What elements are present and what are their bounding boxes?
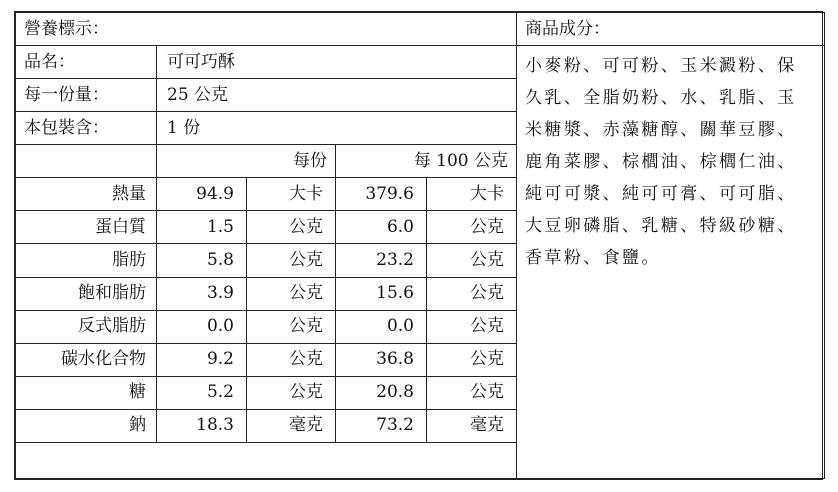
per-serving-value: 9.2 (157, 343, 247, 376)
per-serving-unit: 大卡 (247, 178, 336, 211)
per-serving-unit: 公克 (247, 277, 336, 310)
ingredients-cell (517, 46, 825, 479)
per-serving-unit: 公克 (247, 310, 336, 343)
nutrient-name: 反式脂肪 (16, 310, 157, 343)
per-serving-value: 5.8 (157, 244, 247, 277)
nutrient-name: 糖 (16, 376, 157, 409)
product-name-value: 可可巧酥 (157, 46, 517, 79)
nutrition-label-panel (14, 11, 823, 480)
product-name-label: 品名： (16, 46, 157, 79)
nutrient-name: 熱量 (16, 178, 157, 211)
per-100g-unit: 大卡 (427, 178, 517, 211)
footer-blank-row (16, 442, 517, 478)
servings-per-package-label: 本包裝含： (16, 112, 157, 145)
per-serving-value: 0.0 (157, 310, 247, 343)
ingredients-title: 商品成分： (517, 13, 825, 46)
per-serving-unit: 公克 (247, 376, 336, 409)
nutrition-title: 營養標示： (16, 13, 517, 46)
column-header-blank (16, 145, 157, 178)
serving-size-value: 25 公克 (157, 79, 517, 112)
per-100g-value: 15.6 (336, 277, 427, 310)
per-100g-unit: 公克 (427, 244, 517, 277)
per-100g-value: 73.2 (336, 409, 427, 442)
per-100g-unit: 公克 (427, 343, 517, 376)
per-100g-unit: 毫克 (427, 409, 517, 442)
nutrient-name: 蛋白質 (16, 211, 157, 244)
ingredients-text: 小麥粉、可可粉、玉米澱粉、保久乳、全脂奶粉、水、乳脂、玉米糖漿、赤藻糖醇、關華豆膠、鹿角菜膠、棕櫚油、棕櫚仁油、純可可漿、純可可膏、可可脂、大豆卵磷脂、乳糖、特級砂糖、香草粉、食鹽。 (525, 56, 797, 269)
serving-size-label: 每一份量： (16, 79, 157, 112)
per-serving-unit: 公克 (247, 244, 336, 277)
per-serving-unit: 公克 (247, 211, 336, 244)
per-serving-value: 1.5 (157, 211, 247, 244)
per-100g-value: 379.6 (336, 178, 427, 211)
column-header-per-serving: 每份 (157, 145, 336, 178)
per-100g-value: 6.0 (336, 211, 427, 244)
per-100g-value: 20.8 (336, 376, 427, 409)
column-header-per-100g: 每 100 公克 (336, 145, 517, 178)
per-serving-value: 3.9 (157, 277, 247, 310)
nutrition-table (15, 12, 825, 479)
per-100g-value: 23.2 (336, 244, 427, 277)
nutrient-name: 鈉 (16, 409, 157, 442)
per-100g-unit: 公克 (427, 211, 517, 244)
per-100g-unit: 公克 (427, 376, 517, 409)
per-serving-value: 94.9 (157, 178, 247, 211)
servings-per-package-value: 1 份 (157, 112, 517, 145)
per-serving-value: 5.2 (157, 376, 247, 409)
per-100g-unit: 公克 (427, 310, 517, 343)
nutrient-name: 脂肪 (16, 244, 157, 277)
nutrient-name: 碳水化合物 (16, 343, 157, 376)
nutrient-name: 飽和脂肪 (16, 277, 157, 310)
per-serving-value: 18.3 (157, 409, 247, 442)
per-100g-value: 0.0 (336, 310, 427, 343)
per-100g-value: 36.8 (336, 343, 427, 376)
per-serving-unit: 公克 (247, 343, 336, 376)
per-100g-unit: 公克 (427, 277, 517, 310)
per-serving-unit: 毫克 (247, 409, 336, 442)
